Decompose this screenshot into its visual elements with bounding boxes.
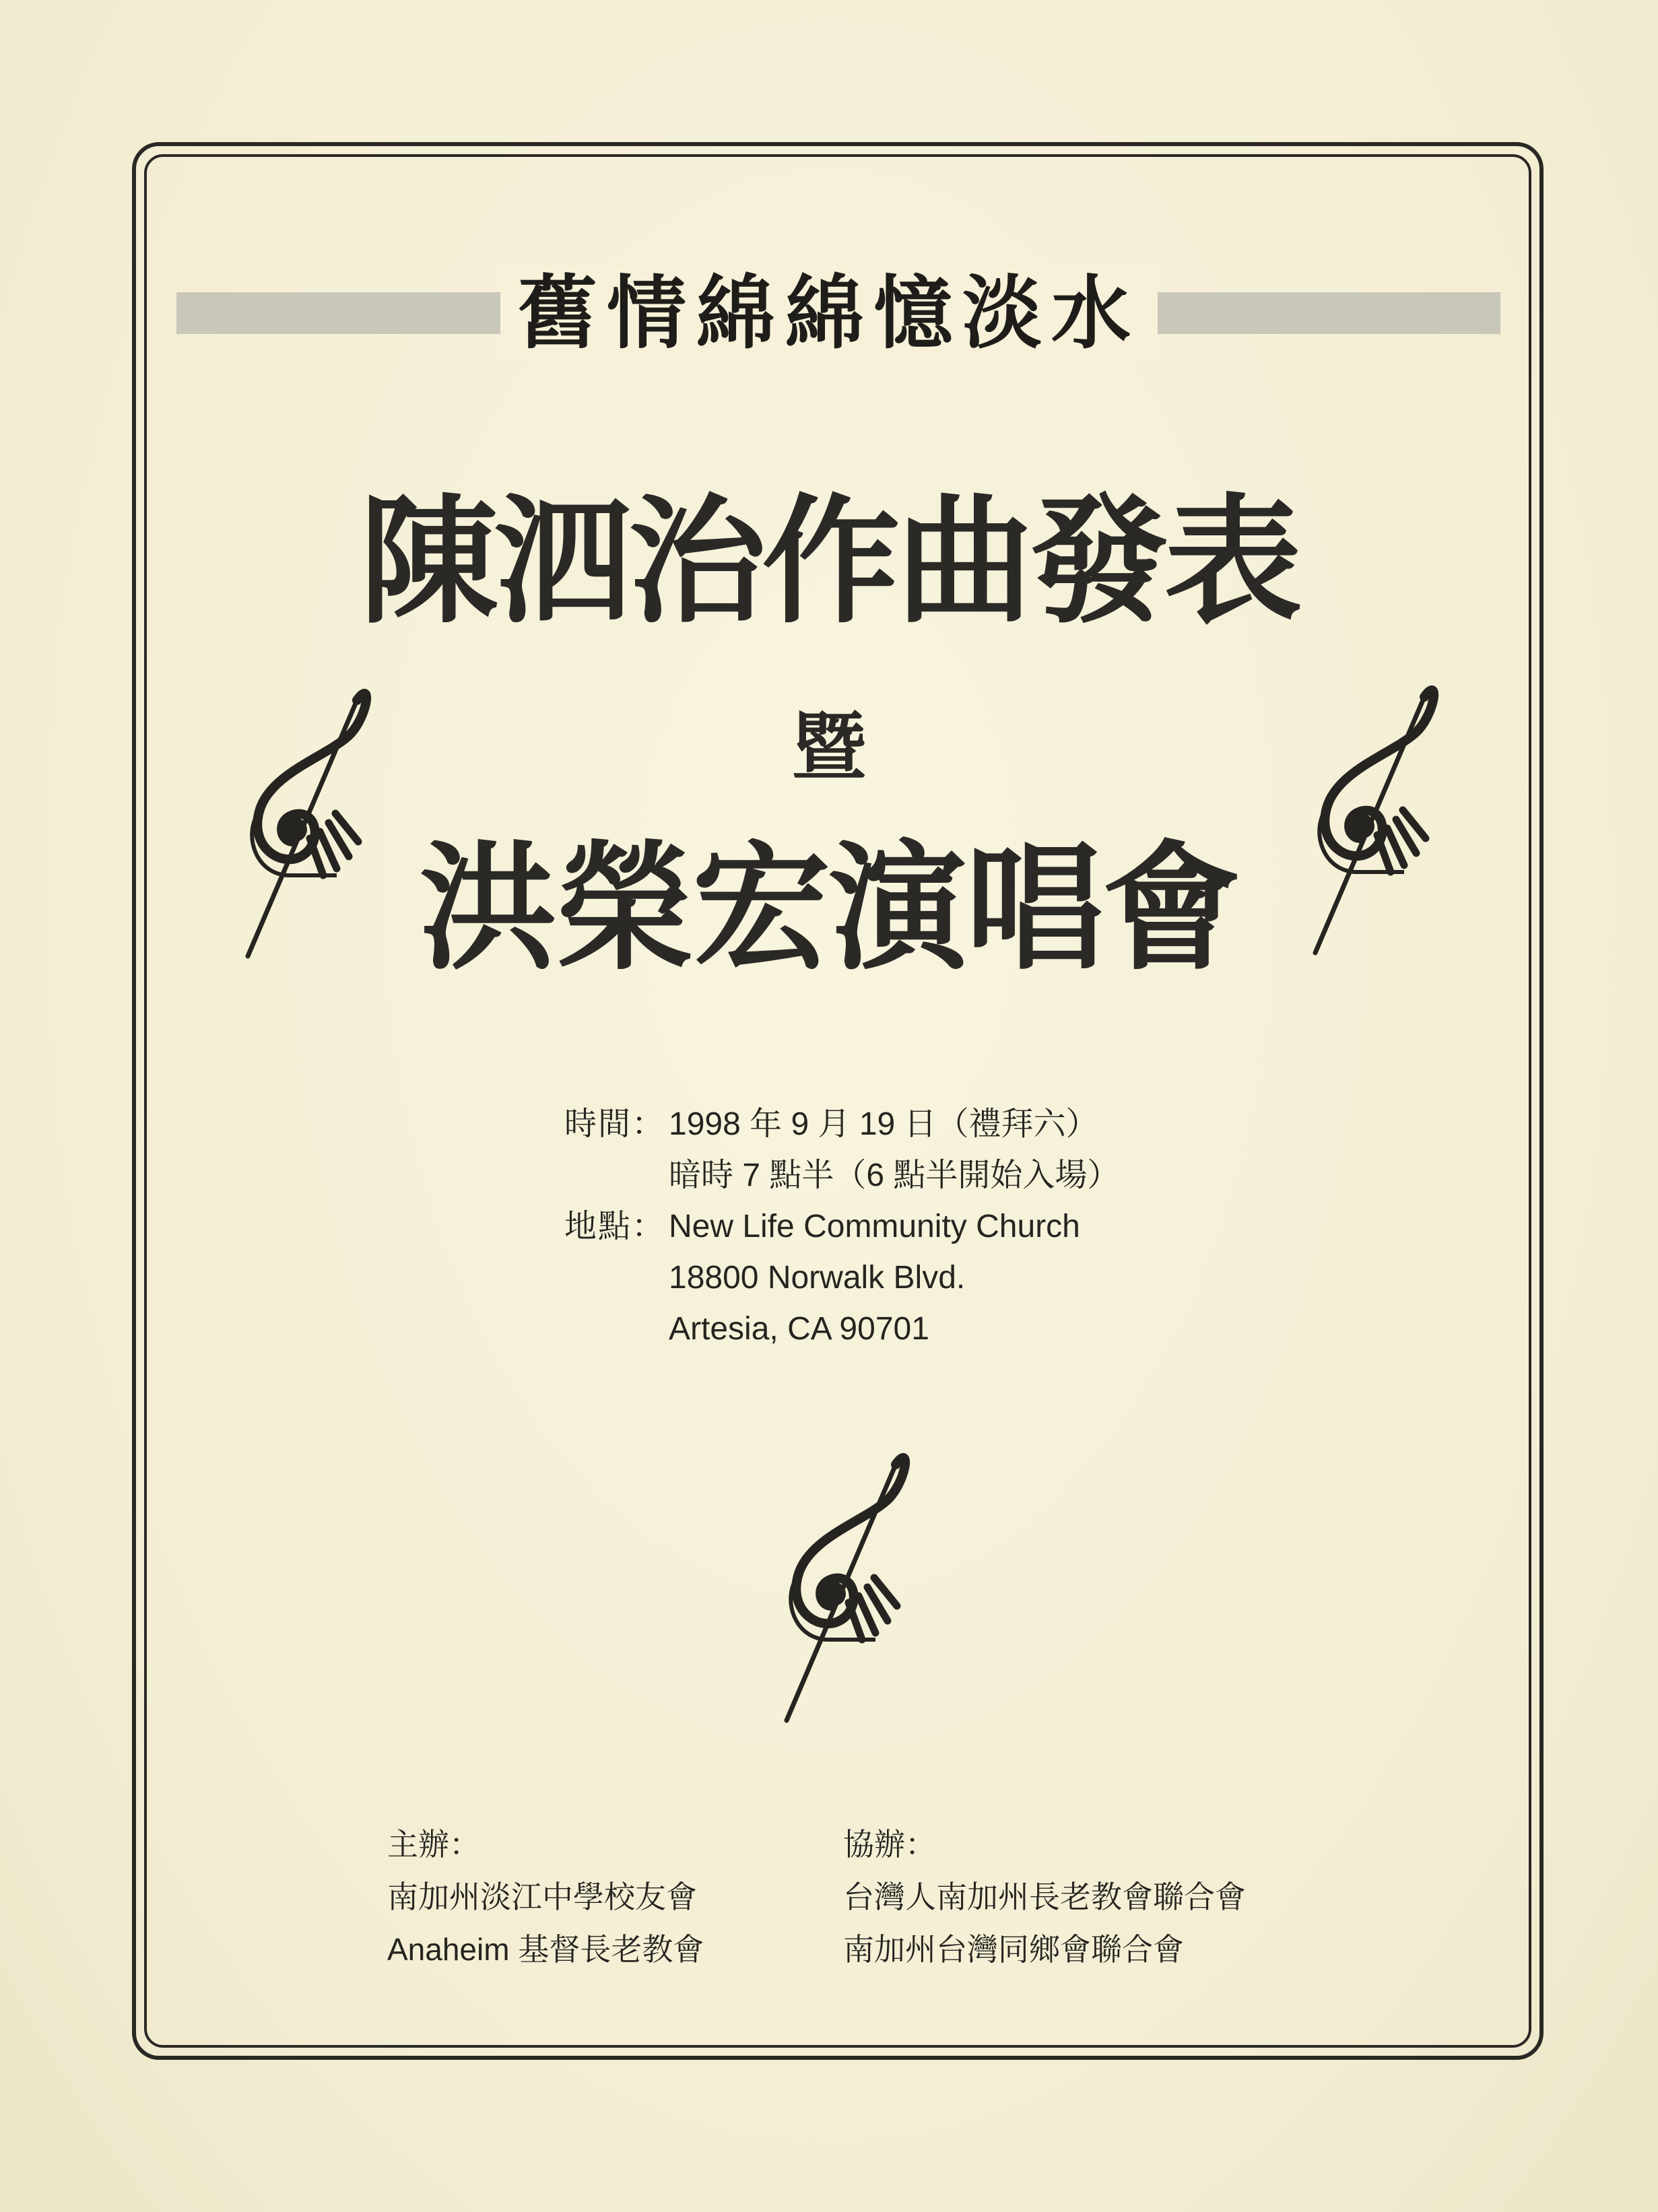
time-hours: 暗時 7 點半（6 點半開始入場）: [669, 1158, 1120, 1193]
time-label: 時間：: [564, 1106, 666, 1142]
treble-clef-icon: [229, 673, 384, 963]
banner-title: [0, 266, 1658, 360]
cohost-organizer-1: 台灣人南加州長老教會聯合會: [843, 1879, 1246, 1914]
host-organizer-1: 南加州淡江中學校友會: [387, 1879, 697, 1914]
sub-title: 洪榮宏演唱會: [419, 829, 1239, 989]
event-details: [564, 1099, 1119, 1355]
treble-clef-icon: [768, 1438, 923, 1727]
time-row: [564, 1099, 1119, 1150]
cohost-label: 協辦：: [843, 1827, 936, 1862]
cohost-organizers: [843, 1818, 1246, 1976]
time-date: 1998 年 9 月 19 日（禮拜六）: [669, 1106, 1098, 1142]
place-city: Artesia, CA 90701: [669, 1311, 929, 1347]
place-row-2: [564, 1252, 1119, 1304]
cohost-organizer-2: 南加州台灣同鄉會聯合會: [843, 1932, 1184, 1967]
host-organizers: [387, 1818, 704, 1976]
place-street: 18800 Norwalk Blvd.: [669, 1260, 966, 1296]
place-row: [564, 1201, 1119, 1252]
banner-title-text: 舊情綿綿憶淡水: [500, 266, 1158, 360]
place-row-3: [564, 1304, 1119, 1355]
place-name: New Life Community Church: [669, 1209, 1080, 1244]
main-title: 陳泗治作曲發表: [360, 482, 1298, 642]
time-row-2: [564, 1150, 1119, 1201]
host-organizer-2: Anaheim 基督長老教會: [387, 1932, 704, 1967]
title-conjunction: 暨: [792, 704, 866, 791]
place-label: 地點：: [564, 1209, 666, 1244]
treble-clef-icon: [1296, 670, 1451, 960]
host-label: 主辦：: [387, 1827, 480, 1862]
